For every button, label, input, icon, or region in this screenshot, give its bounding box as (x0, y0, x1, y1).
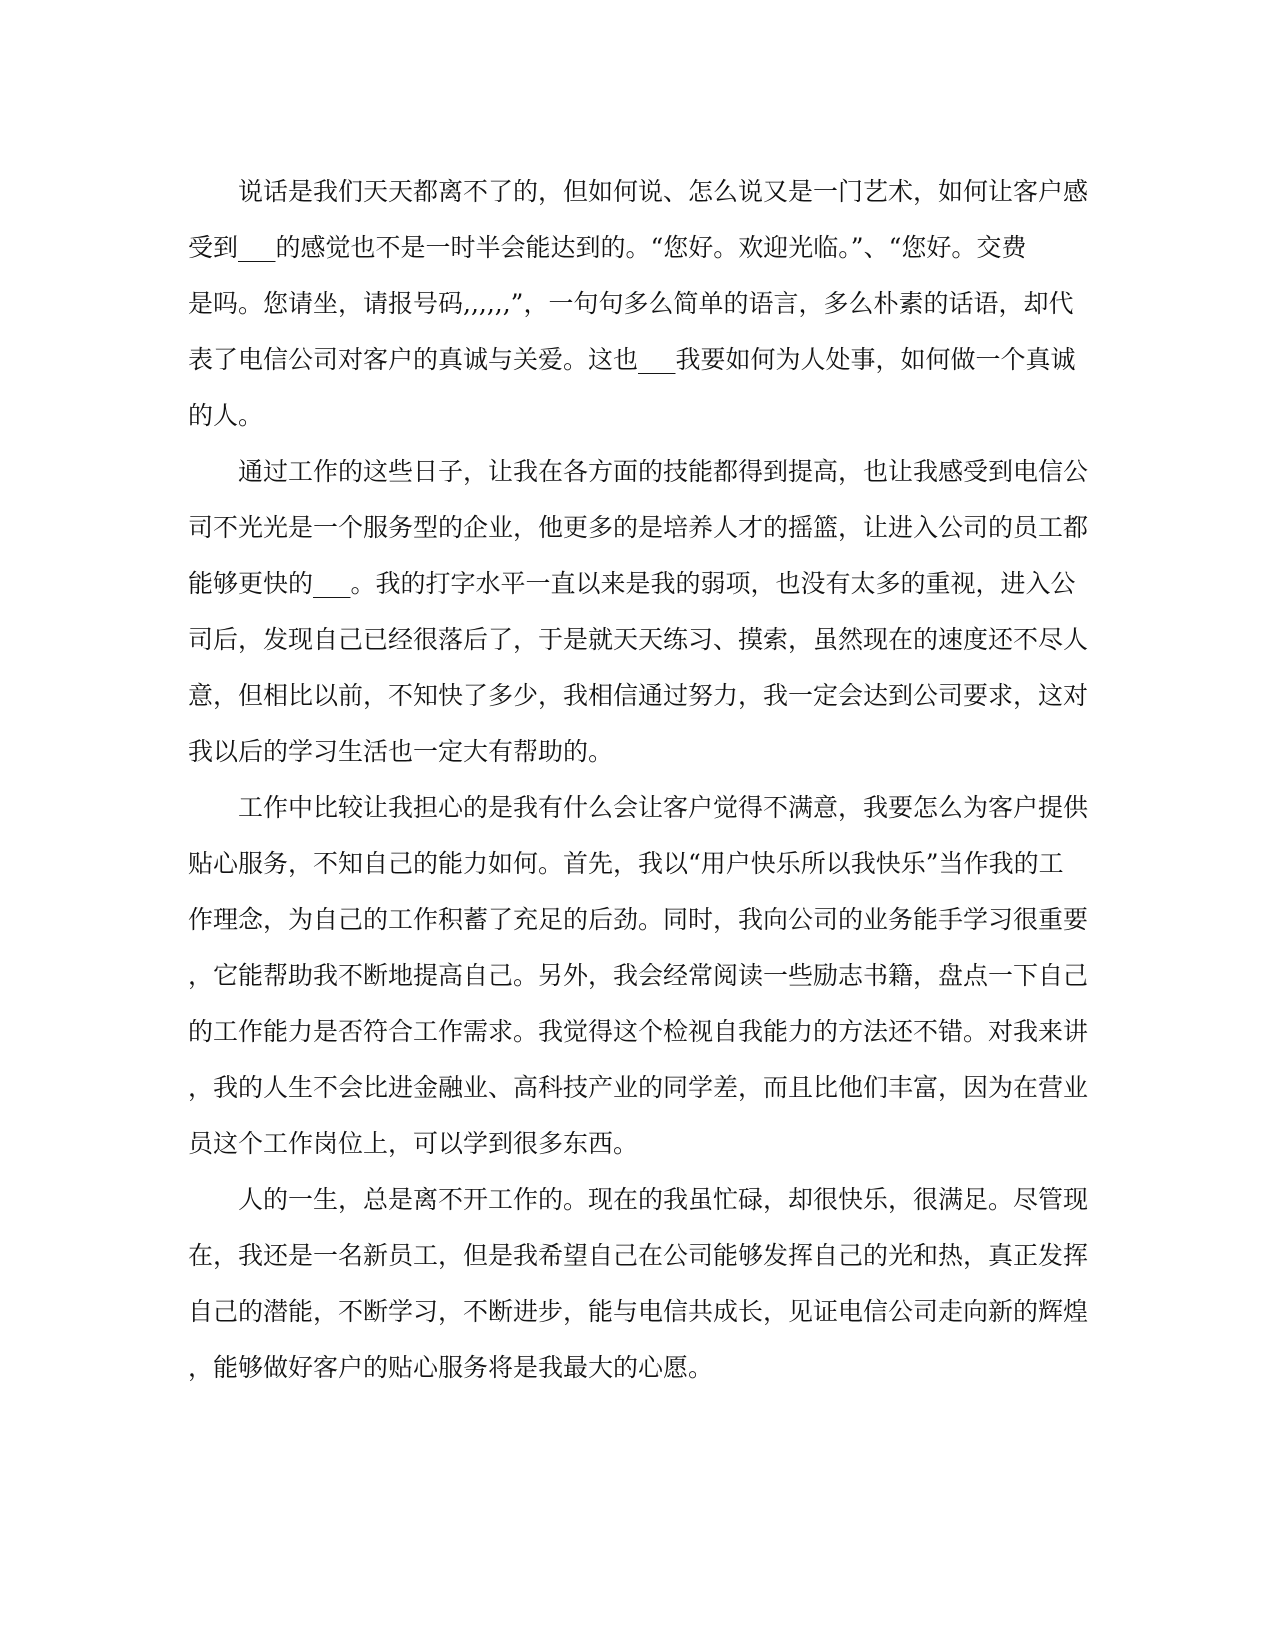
paragraph-4-line-1: 人的一生，总是离不开工作的。现在的我虽忙碌，却很快乐，很满足。尽管现 (238, 1185, 1089, 1214)
paragraph-3-line-1: 工作中比较让我担心的是我有什么会让客户觉得不满意，我要怎么为客户提供 (238, 793, 1089, 822)
paragraph-4-line-3: 自己的潜能，不断学习，不断进步，能与电信共成长，见证电信公司走向新的辉煌 (188, 1297, 1089, 1326)
paragraph-4-line-2: 在，我还是一名新员工，但是我希望自己在公司能够发挥自己的光和热，真正发挥 (188, 1241, 1089, 1270)
paragraph-3-line-5: 的工作能力是否符合工作需求。我觉得这个检视自我能力的方法还不错。对我来讲 (188, 1017, 1089, 1046)
paragraph-3-line-3: 作理念，为自己的工作积蓄了充足的后劲。同时，我向公司的业务能手学习很重要 (188, 905, 1089, 934)
paragraph-1-line-5: 的人。 (188, 401, 264, 430)
paragraph-3-line-6: ，我的人生不会比进金融业、高科技产业的同学差，而且比他们丰富，因为在营业 (188, 1073, 1089, 1102)
paragraph-2-line-2: 司不光光是一个服务型的企业，他更多的是培养人才的摇篮，让进入公司的员工都 (188, 513, 1089, 542)
paragraph-1-line-3: 是吗。您请坐，请报号码,,,,,,”，一句句多么简单的语言，多么朴素的话语，却代 (188, 289, 1074, 318)
paragraph-3-line-7: 员这个工作岗位上，可以学到很多东西。 (188, 1129, 639, 1158)
paragraph-1-line-4: 表了电信公司对客户的真诚与关爱。这也___我要如何为人处事，如何做一个真诚 (188, 345, 1076, 374)
paragraph-3-line-2: 贴心服务，不知自己的能力如何。首先，我以“用户快乐所以我快乐”当作我的工 (188, 849, 1064, 878)
paragraph-1-line-2: 受到___的感觉也不是一时半会能达到的。“您好。欢迎光临。”、“您好。交费 (188, 233, 1027, 262)
paragraph-3-line-4: ，它能帮助我不断地提高自己。另外，我会经常阅读一些励志书籍，盘点一下自己 (188, 961, 1089, 990)
paragraph-2-line-4: 司后，发现自己已经很落后了，于是就天天练习、摸索，虽然现在的速度还不尽人 (188, 625, 1089, 654)
paragraph-2-line-3: 能够更快的___。我的打字水平一直以来是我的弱项，也没有太多的重视，进入公 (188, 569, 1076, 598)
paragraph-1-line-1: 说话是我们天天都离不了的，但如何说、怎么说又是一门艺术，如何让客户感 (238, 177, 1089, 206)
paragraph-2-line-5: 意，但相比以前，不知快了多少，我相信通过努力，我一定会达到公司要求，这对 (188, 681, 1089, 710)
paragraph-2-line-6: 我以后的学习生活也一定大有帮助的。 (188, 737, 614, 766)
paragraph-4-line-4: ，能够做好客户的贴心服务将是我最大的心愿。 (188, 1353, 714, 1382)
paragraph-2-line-1: 通过工作的这些日子，让我在各方面的技能都得到提高，也让我感受到电信公 (238, 457, 1089, 486)
